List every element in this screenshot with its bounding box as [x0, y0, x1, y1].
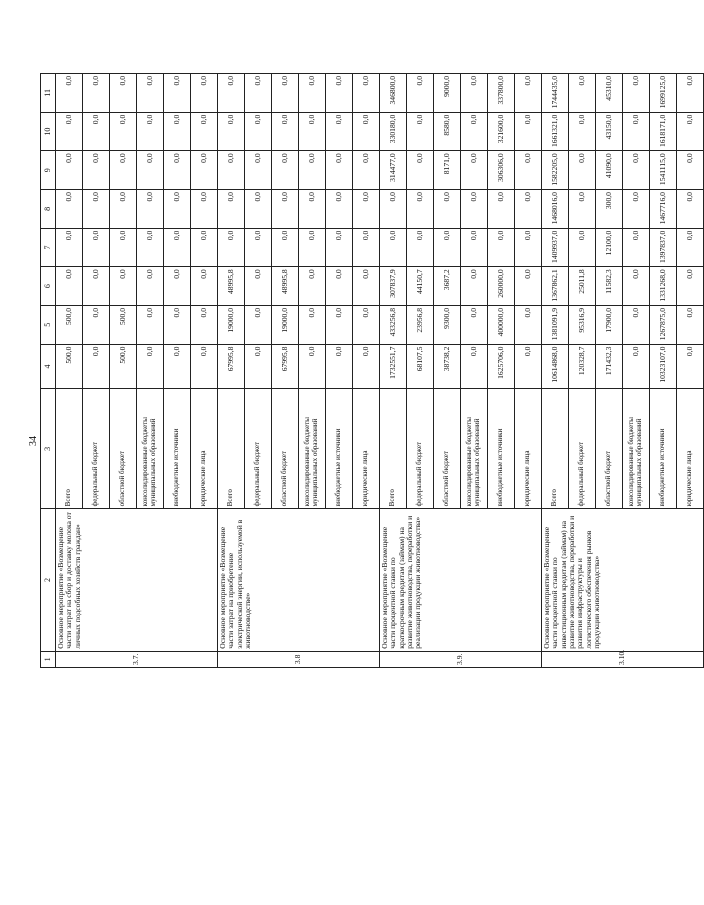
amount-cell: 1699125,0 [650, 74, 677, 113]
amount-cell: 0,0 [569, 190, 596, 229]
amount-cell: 0,0 [677, 305, 704, 344]
funding-source: внебюджетные источники [326, 389, 353, 509]
amount-cell: 0,0 [245, 305, 272, 344]
amount-cell: 0,0 [299, 74, 326, 113]
amount-cell: 0,0 [299, 190, 326, 229]
funding-source: юридические лица [353, 389, 380, 509]
amount-cell: 0,0 [326, 112, 353, 151]
funding-source: юридические лица [677, 389, 704, 509]
amount-cell: 314477,0 [380, 151, 407, 190]
header-cell: 8 [41, 190, 56, 229]
amount-cell: 120328,7 [569, 344, 596, 389]
amount-cell: 0,0 [515, 112, 542, 151]
item-code: 3.8 [218, 651, 380, 667]
funding-source: областной бюджет [596, 389, 623, 509]
amount-cell: 0,0 [164, 344, 191, 389]
amount-cell: 0,0 [677, 228, 704, 267]
amount-cell: 0,0 [245, 267, 272, 306]
amount-cell: 1381091,9 [542, 305, 569, 344]
amount-cell: 0,0 [164, 190, 191, 229]
amount-cell: 0,0 [137, 112, 164, 151]
amount-cell: 1625706,0 [488, 344, 515, 389]
amount-cell: 433256,8 [380, 305, 407, 344]
amount-cell: 12100,0 [596, 228, 623, 267]
item-name: Основное мероприятие «Возмещение части процентной ставки по инвестиционным кредитам (займам) на развитие животноводства, переработки и развития инфраструктуры и логистического обеспечения рынков продукции животноводства» [542, 509, 704, 651]
amount-cell: 0,0 [326, 344, 353, 389]
amount-cell: 0,0 [353, 267, 380, 306]
amount-cell: 0,0 [623, 112, 650, 151]
amount-cell: 1661321,0 [542, 112, 569, 151]
amount-cell: 500,0 [110, 344, 137, 389]
funding-source: Всего [542, 389, 569, 509]
amount-cell: 0,0 [245, 344, 272, 389]
amount-cell: 0,0 [299, 112, 326, 151]
amount-cell: 0,0 [110, 112, 137, 151]
amount-cell: 0,0 [110, 228, 137, 267]
amount-cell: 0,0 [299, 344, 326, 389]
amount-cell: 0,0 [299, 267, 326, 306]
amount-cell: 0,0 [191, 112, 218, 151]
amount-cell: 0,0 [164, 112, 191, 151]
amount-cell: 1267875,0 [650, 305, 677, 344]
amount-cell: 0,0 [299, 151, 326, 190]
amount-cell: 260000,0 [488, 267, 515, 306]
funding-source: юридические лица [191, 389, 218, 509]
amount-cell: 17900,0 [596, 305, 623, 344]
header-cell: 2 [41, 509, 56, 651]
amount-cell: 0,0 [164, 267, 191, 306]
amount-cell: 1468016,0 [542, 190, 569, 229]
amount-cell: 321600,0 [488, 112, 515, 151]
amount-cell: 0,0 [56, 151, 83, 190]
amount-cell: 0,0 [56, 267, 83, 306]
amount-cell: 0,0 [218, 151, 245, 190]
amount-cell: 330180,0 [380, 112, 407, 151]
budget-table-container [40, 73, 704, 668]
amount-cell: 0,0 [623, 267, 650, 306]
header-cell: 4 [41, 344, 56, 389]
amount-cell: 0,0 [515, 151, 542, 190]
amount-cell: 0,0 [677, 267, 704, 306]
item-name: Основное мероприятие «Возмещение части затрат на приобретение электрической энергии, используемой в животноводстве» [218, 509, 380, 651]
item-code: 3.9. [380, 651, 542, 667]
amount-cell: 67995,8 [218, 344, 245, 389]
amount-cell: 0,0 [191, 305, 218, 344]
amount-cell: 3687,2 [434, 267, 461, 306]
amount-cell: 0,0 [677, 151, 704, 190]
amount-cell: 0,0 [272, 228, 299, 267]
amount-cell: 0,0 [218, 74, 245, 113]
header-cell: 6 [41, 267, 56, 306]
amount-cell: 0,0 [272, 74, 299, 113]
funding-source: внебюджетные источники [164, 389, 191, 509]
amount-cell: 10323107,0 [650, 344, 677, 389]
amount-cell: 0,0 [245, 74, 272, 113]
funding-source: федеральный бюджет [245, 389, 272, 509]
amount-cell: 0,0 [623, 190, 650, 229]
amount-cell: 9300,0 [434, 305, 461, 344]
amount-cell: 0,0 [515, 344, 542, 389]
amount-cell: 300,0 [596, 190, 623, 229]
amount-cell: 44150,7 [407, 267, 434, 306]
item-name: Основное мероприятие «Возмещение части процентной ставки по краткосрочным кредитам (займам) на развитие животноводства, переработки и реализации продукции животноводства» [380, 509, 542, 651]
amount-cell: 337800,0 [488, 74, 515, 113]
funding-source: внебюджетные источники [488, 389, 515, 509]
amount-cell: 500,0 [56, 305, 83, 344]
amount-cell: 0,0 [569, 151, 596, 190]
amount-cell: 0,0 [245, 190, 272, 229]
page-number: 34 [28, 436, 39, 446]
header-cell: 1 [41, 651, 56, 667]
amount-cell: 1397837,0 [650, 228, 677, 267]
amount-cell: 0,0 [515, 74, 542, 113]
amount-cell: 0,0 [218, 228, 245, 267]
table-body [41, 74, 704, 668]
funding-source: Всего [380, 389, 407, 509]
funding-source: федеральный бюджет [407, 389, 434, 509]
amount-cell: 25011,8 [569, 267, 596, 306]
amount-cell: 0,0 [623, 305, 650, 344]
funding-source: областной бюджет [272, 389, 299, 509]
amount-cell: 0,0 [83, 267, 110, 306]
funding-source: областной бюджет [434, 389, 461, 509]
amount-cell: 0,0 [191, 190, 218, 229]
amount-cell: 0,0 [191, 344, 218, 389]
funding-source: консолидированные бюджеты муниципальных образований [299, 389, 326, 509]
amount-cell: 0,0 [677, 190, 704, 229]
funding-source: Всего [56, 389, 83, 509]
amount-cell: 0,0 [461, 267, 488, 306]
amount-cell: 500,0 [110, 305, 137, 344]
amount-cell: 0,0 [461, 190, 488, 229]
amount-cell: 0,0 [56, 74, 83, 113]
amount-cell: 0,0 [272, 112, 299, 151]
amount-cell: 0,0 [488, 228, 515, 267]
amount-cell: 0,0 [326, 228, 353, 267]
item-code: 3.7. [56, 651, 218, 667]
amount-cell: 0,0 [56, 112, 83, 151]
amount-cell: 0,0 [569, 228, 596, 267]
amount-cell: 23956,8 [407, 305, 434, 344]
amount-cell: 0,0 [326, 151, 353, 190]
table-row [56, 74, 83, 668]
amount-cell: 0,0 [56, 228, 83, 267]
amount-cell: 68107,5 [407, 344, 434, 389]
amount-cell: 0,0 [326, 305, 353, 344]
amount-cell: 306306,0 [488, 151, 515, 190]
table-row [218, 74, 245, 668]
amount-cell: 8171,0 [434, 151, 461, 190]
funding-source: консолидированные бюджеты муниципальных образований [623, 389, 650, 509]
amount-cell: 0,0 [164, 228, 191, 267]
amount-cell: 0,0 [569, 112, 596, 151]
amount-cell: 95316,9 [569, 305, 596, 344]
funding-source: консолидированные бюджеты муниципальных образований [137, 389, 164, 509]
amount-cell: 0,0 [245, 151, 272, 190]
amount-cell: 0,0 [623, 344, 650, 389]
amount-cell: 1331268,0 [650, 267, 677, 306]
amount-cell: 1732551,7 [380, 344, 407, 389]
amount-cell: 0,0 [191, 151, 218, 190]
amount-cell: 0,0 [326, 190, 353, 229]
amount-cell: 0,0 [353, 305, 380, 344]
amount-cell: 1744435,0 [542, 74, 569, 113]
amount-cell: 0,0 [137, 190, 164, 229]
amount-cell: 1467716,0 [650, 190, 677, 229]
amount-cell: 0,0 [137, 151, 164, 190]
amount-cell: 0,0 [83, 190, 110, 229]
amount-cell: 0,0 [434, 228, 461, 267]
amount-cell: 1541115,0 [650, 151, 677, 190]
amount-cell: 0,0 [326, 267, 353, 306]
amount-cell: 0,0 [83, 74, 110, 113]
header-cell: 3 [41, 389, 56, 509]
amount-cell: 0,0 [677, 112, 704, 151]
amount-cell: 0,0 [299, 305, 326, 344]
amount-cell: 0,0 [515, 228, 542, 267]
amount-cell: 0,0 [515, 190, 542, 229]
amount-cell: 0,0 [623, 74, 650, 113]
amount-cell: 0,0 [272, 151, 299, 190]
funding-source: федеральный бюджет [83, 389, 110, 509]
amount-cell: 0,0 [407, 74, 434, 113]
amount-cell: 0,0 [407, 228, 434, 267]
amount-cell: 67995,8 [272, 344, 299, 389]
amount-cell: 0,0 [191, 228, 218, 267]
amount-cell: 0,0 [164, 74, 191, 113]
header-cell: 7 [41, 228, 56, 267]
amount-cell: 0,0 [164, 151, 191, 190]
amount-cell: 171432,3 [596, 344, 623, 389]
amount-cell: 0,0 [353, 74, 380, 113]
header-cell: 10 [41, 112, 56, 151]
amount-cell: 0,0 [191, 267, 218, 306]
amount-cell: 0,0 [353, 344, 380, 389]
amount-cell: 0,0 [245, 228, 272, 267]
table-row [380, 74, 407, 668]
amount-cell: 0,0 [137, 305, 164, 344]
amount-cell: 41090,0 [596, 151, 623, 190]
amount-cell: 0,0 [83, 305, 110, 344]
amount-cell: 0,0 [83, 151, 110, 190]
amount-cell: 0,0 [137, 228, 164, 267]
amount-cell: 0,0 [515, 267, 542, 306]
amount-cell: 0,0 [164, 305, 191, 344]
amount-cell: 0,0 [461, 151, 488, 190]
amount-cell: 0,0 [380, 228, 407, 267]
amount-cell: 0,0 [353, 228, 380, 267]
amount-cell: 19000,0 [272, 305, 299, 344]
amount-cell: 0,0 [137, 267, 164, 306]
amount-cell: 11582,3 [596, 267, 623, 306]
amount-cell: 0,0 [245, 112, 272, 151]
amount-cell: 19000,0 [218, 305, 245, 344]
funding-source: юридические лица [515, 389, 542, 509]
amount-cell: 0,0 [353, 112, 380, 151]
amount-cell: 0,0 [83, 344, 110, 389]
header-cell: 11 [41, 74, 56, 113]
amount-cell: 1367862,1 [542, 267, 569, 306]
amount-cell: 0,0 [677, 344, 704, 389]
funding-source: Всего [218, 389, 245, 509]
amount-cell: 500,0 [56, 344, 83, 389]
amount-cell: 1409937,0 [542, 228, 569, 267]
amount-cell: 0,0 [407, 112, 434, 151]
amount-cell: 8580,0 [434, 112, 461, 151]
amount-cell: 0,0 [623, 151, 650, 190]
header-row [41, 74, 56, 668]
item-code: 3.10. [542, 651, 704, 667]
header-cell: 5 [41, 305, 56, 344]
amount-cell: 45310,0 [596, 74, 623, 113]
funding-source: федеральный бюджет [569, 389, 596, 509]
amount-cell: 0,0 [110, 151, 137, 190]
amount-cell: 0,0 [461, 112, 488, 151]
amount-cell: 48995,8 [218, 267, 245, 306]
funding-source: консолидированные бюджеты муниципальных образований [461, 389, 488, 509]
header-cell: 9 [41, 151, 56, 190]
amount-cell: 48995,8 [272, 267, 299, 306]
item-name: Основное мероприятие «Возмещение части затрат на сбор и доставку молока от личных подсобных хозяйств граждан» [56, 509, 218, 651]
amount-cell: 0,0 [110, 74, 137, 113]
amount-cell: 0,0 [488, 190, 515, 229]
table-row [542, 74, 569, 668]
amount-cell: 346800,0 [380, 74, 407, 113]
amount-cell: 38738,2 [434, 344, 461, 389]
amount-cell: 0,0 [677, 74, 704, 113]
amount-cell: 0,0 [380, 190, 407, 229]
amount-cell: 0,0 [461, 74, 488, 113]
amount-cell: 0,0 [407, 151, 434, 190]
funding-source: областной бюджет [110, 389, 137, 509]
amount-cell: 0,0 [461, 344, 488, 389]
amount-cell: 0,0 [461, 305, 488, 344]
amount-cell: 0,0 [110, 190, 137, 229]
amount-cell: 0,0 [83, 228, 110, 267]
amount-cell: 0,0 [137, 344, 164, 389]
amount-cell: 1582205,0 [542, 151, 569, 190]
amount-cell: 0,0 [218, 190, 245, 229]
amount-cell: 0,0 [434, 190, 461, 229]
amount-cell: 0,0 [56, 190, 83, 229]
amount-cell: 0,0 [137, 74, 164, 113]
amount-cell: 0,0 [407, 190, 434, 229]
amount-cell: 0,0 [569, 74, 596, 113]
amount-cell: 0,0 [299, 228, 326, 267]
amount-cell: 0,0 [623, 228, 650, 267]
amount-cell: 10614868,0 [542, 344, 569, 389]
amount-cell: 0,0 [461, 228, 488, 267]
amount-cell: 0,0 [191, 74, 218, 113]
amount-cell: 1618171,0 [650, 112, 677, 151]
amount-cell: 0,0 [353, 190, 380, 229]
amount-cell: 0,0 [110, 267, 137, 306]
amount-cell: 307837,9 [380, 267, 407, 306]
amount-cell: 0,0 [326, 74, 353, 113]
amount-cell: 0,0 [353, 151, 380, 190]
amount-cell: 9000,0 [434, 74, 461, 113]
budget-table [40, 73, 704, 668]
amount-cell: 400000,0 [488, 305, 515, 344]
amount-cell: 0,0 [515, 305, 542, 344]
amount-cell: 43150,0 [596, 112, 623, 151]
amount-cell: 0,0 [83, 112, 110, 151]
funding-source: внебюджетные источники [650, 389, 677, 509]
amount-cell: 0,0 [218, 112, 245, 151]
amount-cell: 0,0 [272, 190, 299, 229]
